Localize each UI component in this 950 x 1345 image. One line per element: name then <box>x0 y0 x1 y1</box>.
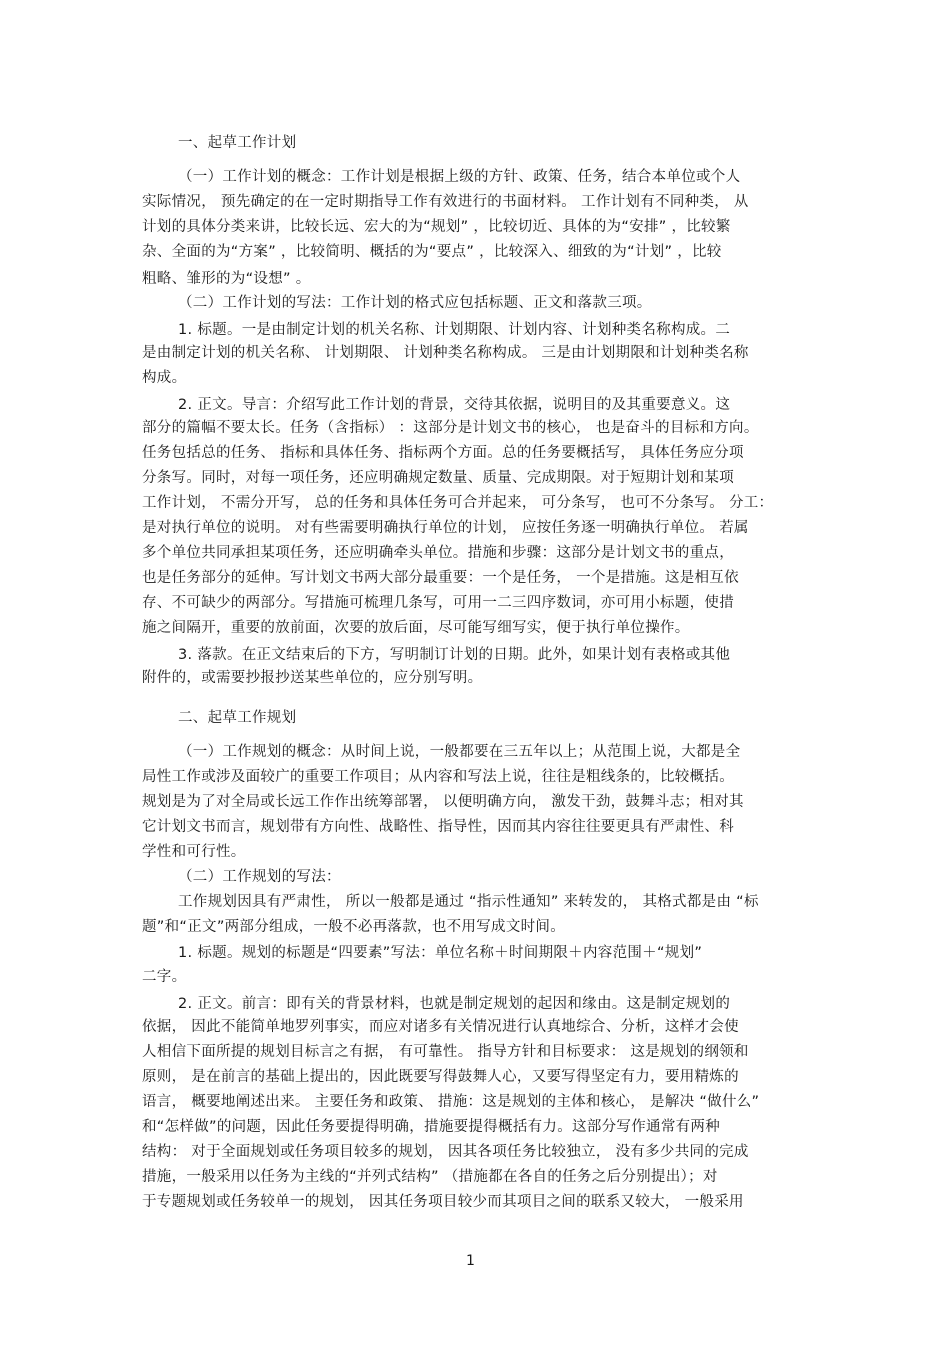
paragraph-line: 粗略、雏形的为“设想” 。 <box>142 271 311 287</box>
paragraph-line: 工作计划， 不需分开写， 总的任务和具体任务可合并起来， 可分条写， 也可不分条写。 分工： <box>142 495 774 511</box>
paragraph-line: 人相信下面所提的规划目标言之有据， 有可靠性。 指导方针和目标要求： 这是规划的纲领和 <box>142 1044 749 1060</box>
paragraph-line: 和“怎样做”的问题，因此任务要提得明确，措施要提得概括有力。这部分写作通常有两种 <box>142 1119 721 1135</box>
page-number: 1 <box>466 1253 475 1269</box>
paragraph-line: 是由制定计划的机关名称、 计划期限、 计划种类名称构成。 三是由计划期限和计划种类名称 <box>142 345 749 361</box>
paragraph-line: 措施，一般采用以任务为主线的“并列式结构” （措施都在各自的任务之后分别提出）；对 <box>142 1169 718 1185</box>
paragraph-line: 构成。 <box>142 370 187 386</box>
paragraph-line: 2. 正文。导言：介绍写此工作计划的背景，交待其依据，说明目的及其重要意义。这 <box>178 397 731 413</box>
paragraph-line: 3. 落款。在正文结束后的下方，写明制订计划的日期。此外，如果计划有表格或其他 <box>178 647 731 663</box>
paragraph-line: 依据， 因此不能简单地罗列事实，而应对诸多有关情况进行认真地综合、分析，这样才会使 <box>142 1019 739 1035</box>
paragraph-line: 工作规划因具有严肃性， 所以一般都是通过 “指示性通知” 来转发的， 其格式都是由 “标 <box>178 894 759 910</box>
paragraph-line: 附件的，或需要抄报抄送某些单位的，应分别写明。 <box>142 670 483 686</box>
paragraph-line: 多个单位共同承担某项任务，还应明确牵头单位。措施和步骤：这部分是计划文书的重点， <box>142 545 734 561</box>
paragraph-line: 于专题规划或任务较单一的规划， 因其任务项目较少而其项目之间的联系又较大， 一般采用 <box>142 1194 744 1210</box>
paragraph-line: 规划是为了对全局或长远工作作出统筹部署， 以便明确方向， 激发干劲，鼓舞斗志；相对其 <box>142 794 744 810</box>
paragraph-line: （一）工作计划的概念：工作计划是根据上级的方针、政策、任务，结合本单位或个人 <box>178 169 741 185</box>
paragraph-line: 二字。 <box>142 969 187 985</box>
paragraph-line: （一）工作规划的概念：从时间上说，一般都要在三五年以上；从范围上说，大都是全 <box>178 744 741 760</box>
paragraph-line: 是对执行单位的说明。 对有些需要明确执行单位的计划， 应按任务逐一明确执行单位。 若属 <box>142 520 749 536</box>
paragraph-line: 部分的篇幅不要太长。任务（含指标） ：这部分是计划文书的核心， 也是奋斗的目标和方向。 <box>142 420 759 436</box>
paragraph-line: 也是任务部分的延伸。写计划文书两大部分最重要：一个是任务， 一个是措施。这是相互依 <box>142 570 739 586</box>
paragraph-line: 1. 标题。一是由制定计划的机关名称、计划期限、计划内容、计划种类名称构成。二 <box>178 322 731 338</box>
paragraph-line: 实际情况， 预先确定的在一定时期指导工作有效进行的书面材料。 工作计划有不同种类， 从 <box>142 194 749 210</box>
paragraph-line: （二）工作计划的写法：工作计划的格式应包括标题、正文和落款三项。 <box>178 295 652 311</box>
paragraph-line: 2. 正文。前言：即有关的背景材料，也就是制定规划的起因和缘由。这是制定规划的 <box>178 996 731 1012</box>
paragraph-line: 它计划文书而言，规划带有方向性、战略性、指导性，因而其内容往往要更具有严肃性、科 <box>142 819 734 835</box>
paragraph-line: 结构： 对于全面规划或任务项目较多的规划， 因其各项任务比较独立， 没有多少共同的完成 <box>142 1144 749 1160</box>
paragraph-line: 语言， 概要地阐述出来。 主要任务和政策、 措施：这是规划的主体和核心， 是解决 “做什么” <box>142 1094 760 1110</box>
paragraph-line: 杂、全面的为“方案” ，比较简明、概括的为“要点” ，比较深入、细致的为“计划” ，比较 <box>142 244 722 260</box>
paragraph-line: 施之间隔开，重要的放前面，次要的放后面，尽可能写细写实，便于执行单位操作。 <box>142 620 690 636</box>
paragraph-line: 局性工作或涉及面较广的重要工作项目；从内容和写法上说，往往是粗线条的，比较概括。 <box>142 769 734 785</box>
section-heading: 二、起草工作规划 <box>178 710 297 726</box>
paragraph-line: 任务包括总的任务、 指标和具体任务、指标两个方面。总的任务要概括写， 具体任务应分项 <box>142 445 744 461</box>
paragraph-line: 题”和“正文”两部分组成，一般不必再落款，也不用写成文时间。 <box>142 919 566 935</box>
paragraph-line: 存、不可缺少的两部分。写措施可梳理几条写，可用一二三四序数词，亦可用小标题，使措 <box>142 595 734 611</box>
paragraph-line: 1. 标题。规划的标题是“四要素”写法：单位名称＋时间期限＋内容范围＋“规划” <box>178 945 703 961</box>
paragraph-line: 原则， 是在前言的基础上提出的，因此既要写得鼓舞人心，又要写得坚定有力，要用精炼的 <box>142 1069 739 1085</box>
paragraph-line: 学性和可行性。 <box>142 844 246 860</box>
paragraph-line: 计划的具体分类来讲，比较长远、宏大的为“规划” ，比较切近、具体的为“安排” ，比较繁 <box>142 219 731 235</box>
paragraph-line: 分条写。同时，对每一项任务，还应明确规定数量、质量、完成期限。对于短期计划和某项 <box>142 470 734 486</box>
section-heading: 一、起草工作计划 <box>178 135 297 151</box>
paragraph-line: （二）工作规划的写法： <box>178 869 341 885</box>
